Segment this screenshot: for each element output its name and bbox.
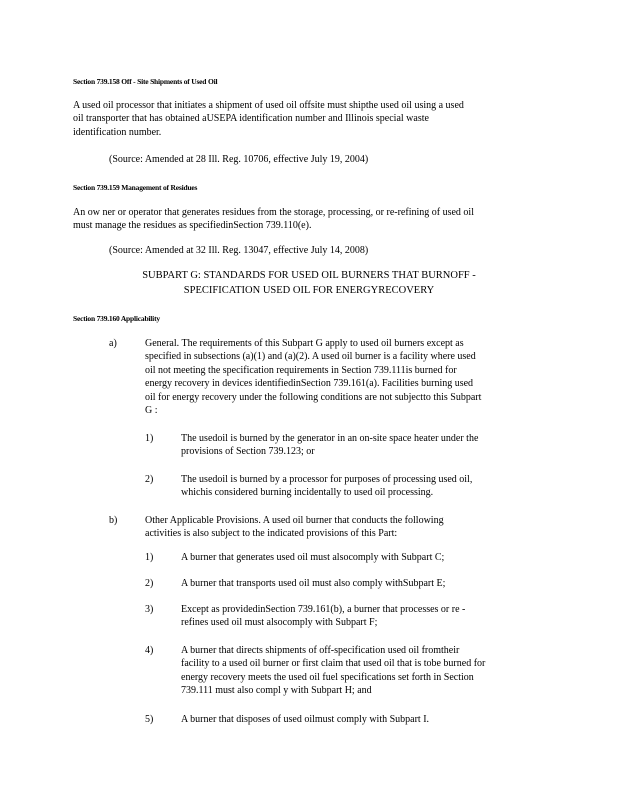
section-739-159-body: [73, 206, 474, 233]
item-b2-label: 2): [145, 578, 154, 589]
subsection-b-body: [145, 514, 444, 541]
body-line: A used oil processor that initiates a shipment of used oil offsite must shipthe used oil using a used: [73, 100, 464, 111]
body-line: oil not meeting the specification requirements in Section 739.111is burned for: [145, 364, 457, 376]
body-line: An ow ner or operator that generates residues from the storage, processing, or re-refining of used oil: [73, 207, 474, 218]
item-b3-body: [181, 603, 465, 630]
subsection-a-body: [145, 337, 481, 417]
body-line: The usedoil is burned by a processor for purposes of processing used oil,: [181, 474, 473, 485]
item-b5-label: 5): [145, 714, 154, 725]
body-line: A burner that directs shipments of off-specification used oil fromtheir: [181, 645, 460, 656]
item-b2-body: [181, 577, 445, 590]
body-line: energy recovery meets the used oil fuel specifications set forth in Section: [181, 671, 474, 683]
item-a2-body: [181, 473, 472, 500]
item-b1-label: 1): [145, 552, 154, 563]
body-line: The usedoil is burned by the generator in an on-site space heater under the: [181, 433, 479, 444]
body-line: specified in subsections (a)(1) and (a)(2). A used oil burner is a facility where used: [145, 351, 476, 363]
section-739-160-heading: Section 739.160 Applicability: [73, 314, 160, 323]
body-line: oil for energy recovery under the following conditions are not subjectto this Subpart: [145, 391, 482, 403]
subpart-g-heading-line-1: SUBPART G: STANDARDS FOR USED OIL BURNERS THAT BURNOFF -: [142, 270, 476, 281]
item-b1-body: [181, 551, 444, 564]
body-line: energy recovery in devices identifiedinSection 739.161(a). Facilities burning used: [145, 378, 474, 390]
item-a1-body: [181, 432, 478, 459]
body-line: General. The requirements of this Subpart G apply to used oil burners except as: [145, 338, 464, 349]
section-739-159-heading: Section 739.159 Management of Residues: [73, 183, 198, 192]
item-a1-label: 1): [145, 433, 154, 444]
body-line: activities is also subject to the indicated provisions of this Part:: [145, 528, 398, 540]
item-b3-label: 3): [145, 604, 154, 615]
section-739-158-body: [73, 99, 464, 139]
section-739-158-source: (Source: Amended at 28 Ill. Reg. 10706, effective July 19, 2004): [109, 154, 369, 165]
body-line: A burner that generates used oil must alsocomply with Subpart C;: [181, 552, 445, 563]
body-line: Except as providedinSection 739.161(b), a burner that processes or re -: [181, 604, 466, 615]
body-line: A burner that disposes of used oilmust comply with Subpart I.: [181, 714, 430, 725]
body-line: provisions of Section 739.123; or: [181, 446, 315, 458]
body-line: facility to a used oil burner or first claim that used oil that is tobe burned for: [181, 658, 486, 670]
subsection-a-label: a): [109, 338, 117, 349]
item-b4-body: [181, 644, 485, 698]
body-line: whichis considered burning incidentally to used oil processing.: [181, 487, 434, 499]
subpart-g-heading-line-2: SPECIFICATION USED OIL FOR ENERGYRECOVERY: [183, 285, 435, 296]
body-line: G :: [145, 405, 158, 417]
body-line: Other Applicable Provisions. A used oil burner that conducts the following: [145, 515, 444, 526]
section-739-159-source: (Source: Amended at 32 Ill. Reg. 13047, effective July 14, 2008): [109, 245, 369, 256]
body-line: A burner that transports used oil must also comply withSubpart E;: [181, 578, 446, 589]
body-line: oil transporter that has obtained aUSEPA identification number and Illinois special waste: [73, 113, 429, 125]
item-b5-body: [181, 713, 429, 726]
body-line: 739.111 must also compl y with Subpart H; and: [181, 685, 372, 697]
item-a2-label: 2): [145, 474, 154, 485]
item-b4-label: 4): [145, 645, 154, 656]
body-line: identification number.: [73, 126, 162, 138]
section-739-158-heading: Section 739.158 Off - Site Shipments of Used Oil: [73, 77, 218, 86]
body-line: refines used oil must alsocomply with Subpart F;: [181, 617, 378, 629]
body-line: must manage the residues as specifiedinSection 739.110(e).: [73, 220, 312, 232]
subsection-b-label: b): [109, 515, 118, 526]
